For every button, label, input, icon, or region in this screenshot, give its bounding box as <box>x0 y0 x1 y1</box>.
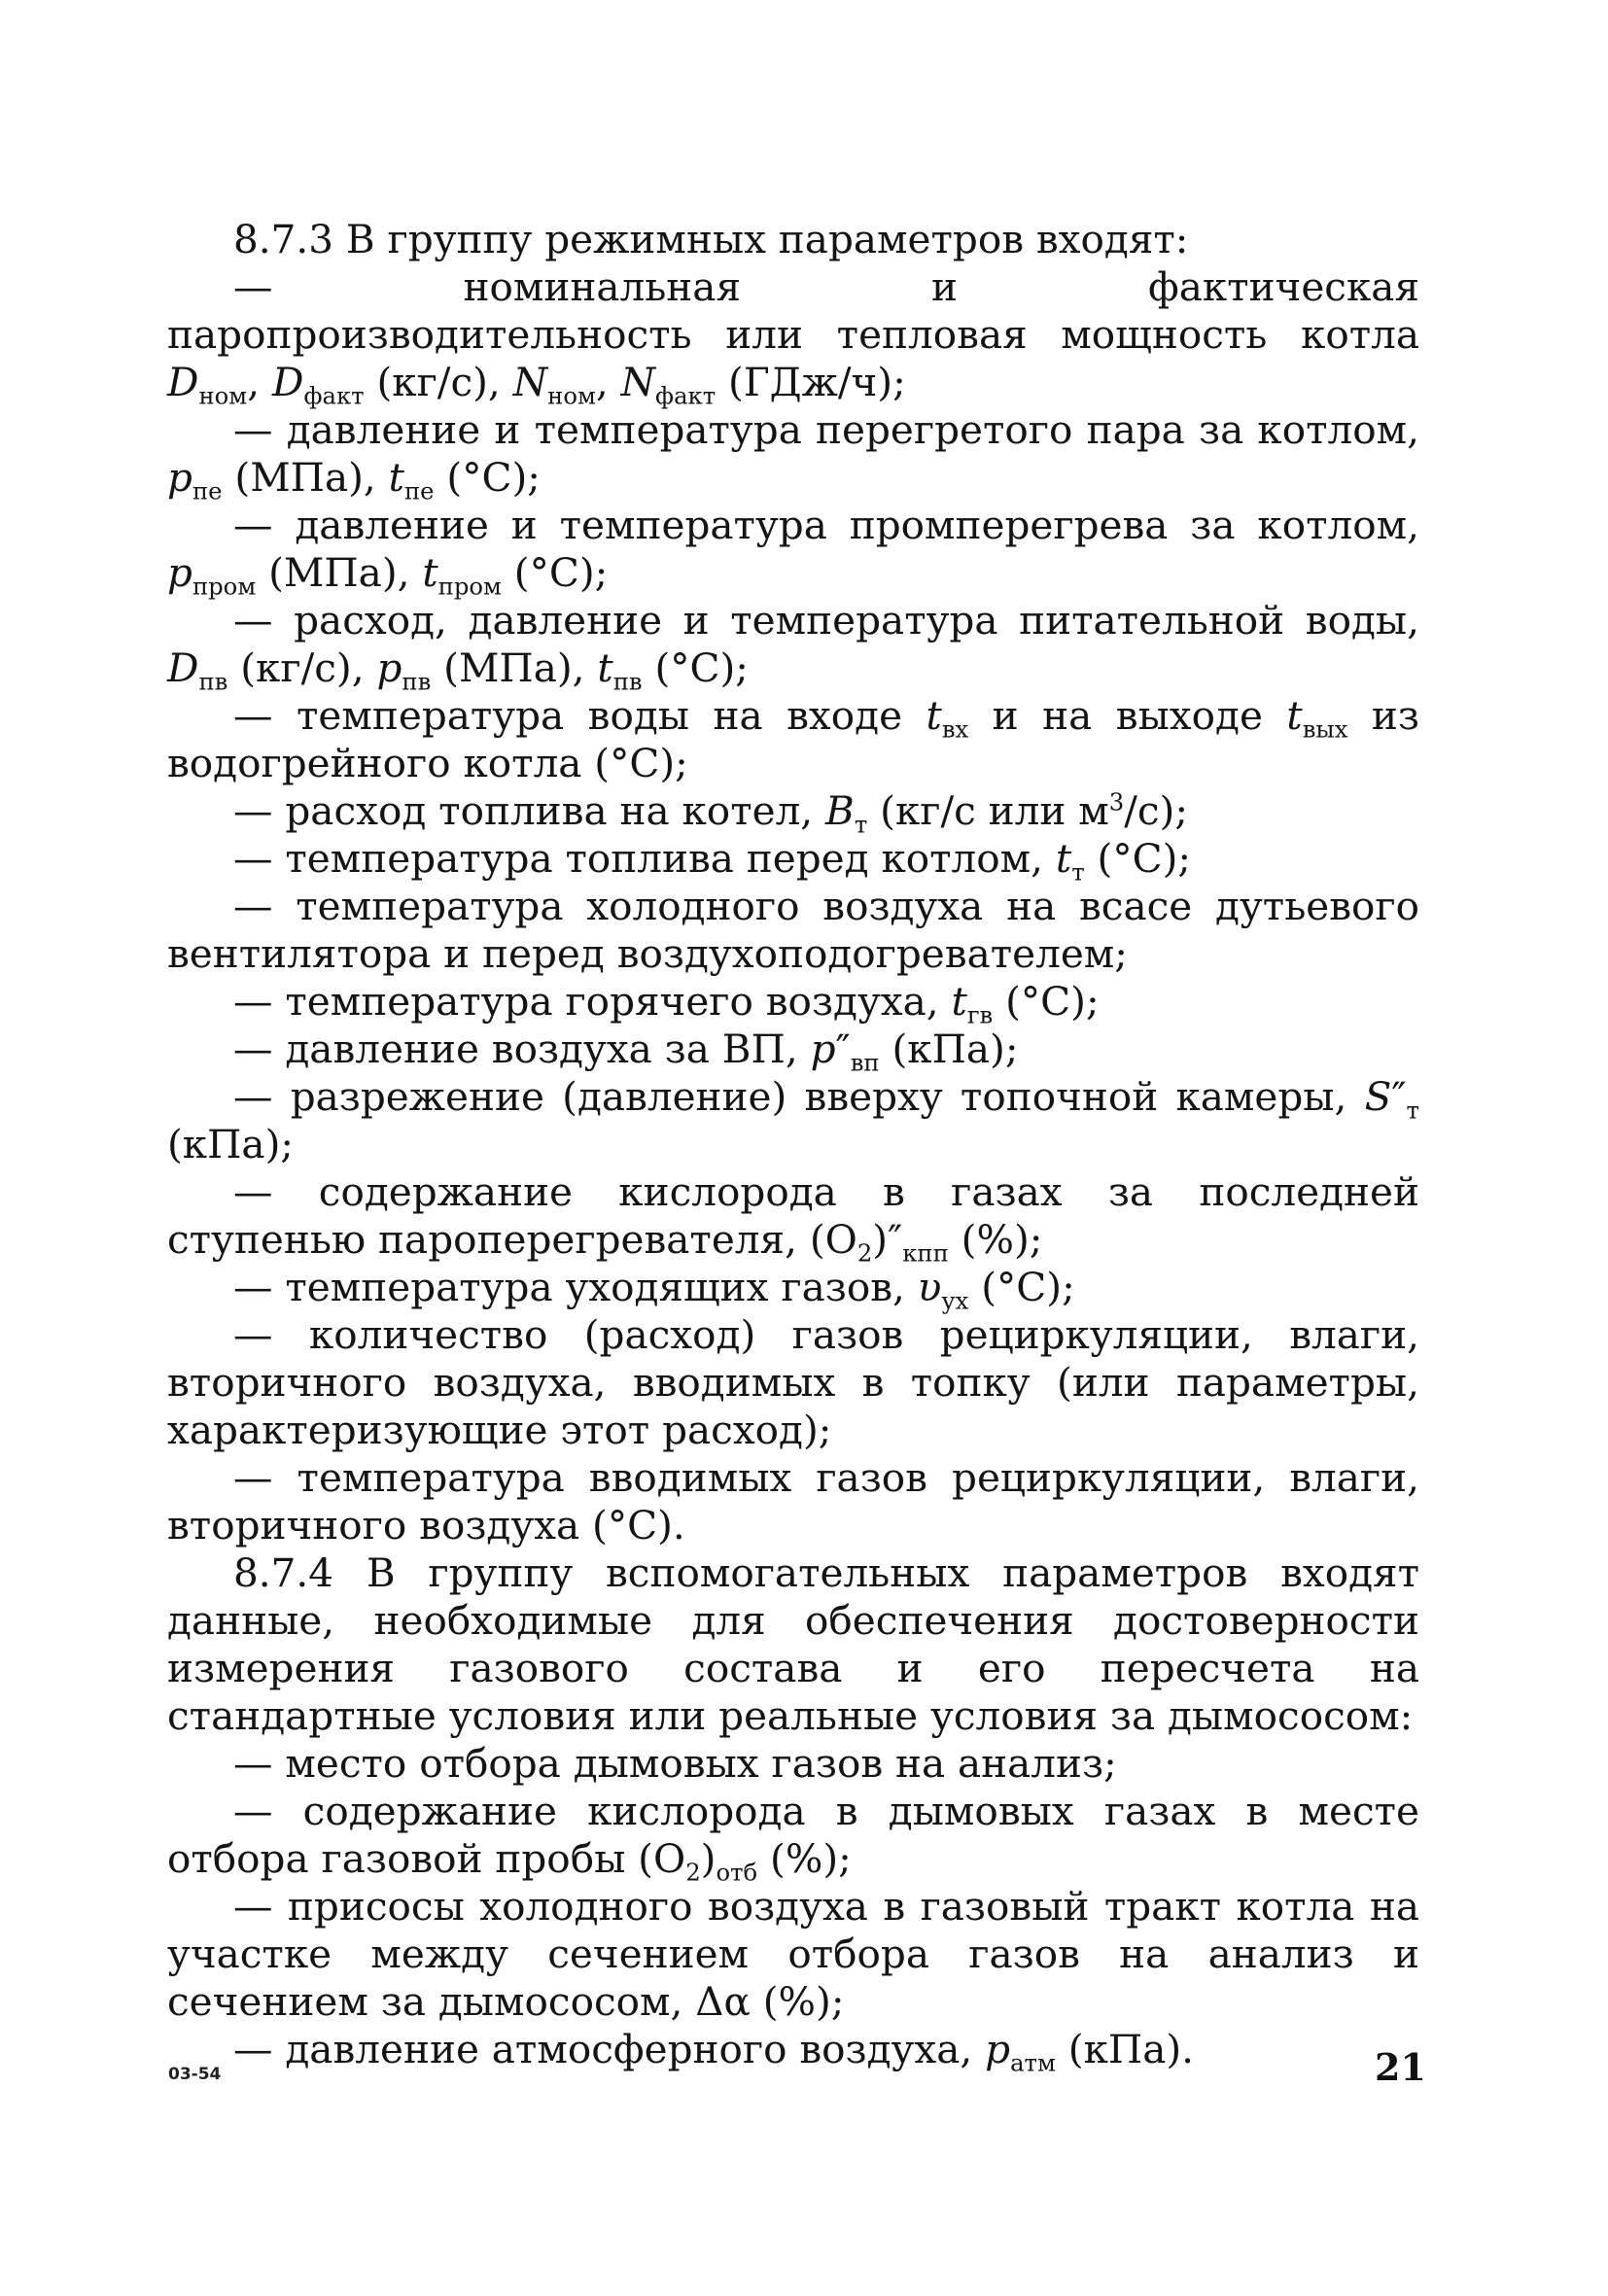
list-item: — давление и температура перегретого пара за котлом, $p_{пе}$ (МПа), $t_{пе}$ (°С); <box>167 406 1420 505</box>
document-code: 03-54 <box>168 2065 222 2084</box>
list-item: — температура горячего воздуха, $t_{гв}$ (°С); <box>233 978 1100 1029</box>
list-item: — содержание кислорода в дымовых газах в месте отбора газовой пробы $(O_2)_{отб}$ (%); <box>167 1788 1419 1887</box>
list-item: — количество (расход) газов рециркуляции, влаги, вторичного воздуха, вводимых в топку (или параметры, характеризующие этот расход); <box>167 1311 1420 1453</box>
list-item: — присосы холодного воздуха в газовый тракт котла на участке между сечением отбора газов на анализ и сечением за дымососом, Δα (%); <box>167 1883 1419 2025</box>
page-number: 21 <box>1375 2045 1426 2089</box>
list-item: — номинальная и фактическая паропроизводительность или тепловая мощность котла $D_{ном}$, $D_{факт}$ (кг/с), $N_{ном}$, $N_{факт}$ (ГДж/ч); <box>167 263 1419 410</box>
list-item: — разрежение (давление) вверху топочной камеры, $S''_т$ (кПа); <box>167 1073 1419 1167</box>
list-item: — содержание кислорода в газах за последней ступенью пароперегревателя, $(O_2)''_{кпп}$ (%); <box>167 1168 1419 1268</box>
list-item: — место отбора дымовых газов на анализ; <box>233 1740 1117 1787</box>
section-heading: 8.7.3 В группу режимных параметров входят: <box>233 216 1189 262</box>
list-item: — давление атмосферного воздуха, $p_{атм}$ (кПа). <box>233 2026 1195 2077</box>
list-item: — расход топлива на котел, $B_т$ (кг/с или $м^3/с$); <box>233 787 1189 839</box>
list-item: — температура холодного воздуха на всасе дутьевого вентилятора и перед воздухоподогревателем; <box>167 883 1419 977</box>
list-item: — температура воды на входе $t_{вх}$ и на выходе $t_{вых}$ из водогрейного котла (°С); <box>167 692 1419 786</box>
list-item: — давление и температура промперегрева за котлом, $p_{пром}$ (МПа), $t_{пром}$ (°С); <box>167 502 1419 601</box>
section-heading: 8.7.4 В группу вспомогательных параметров входят данные, необходимые для обеспечения достоверности измерения газового состава и его пересчета на стандартные условия или реальные условия за дымососом: <box>167 1549 1419 1739</box>
list-item: — температура топлива перед котлом, $t_т$ (°С); <box>233 835 1192 887</box>
list-item: — температура вводимых газов рециркуляции, влаги, вторичного воздуха (°С). <box>167 1454 1420 1548</box>
list-item: — расход, давление и температура питательной воды, $D_{пв}$ (кг/с), $p_{пв}$ (МПа), $t_{пв}$ (°С); <box>167 597 1420 696</box>
list-item: — температура уходящих газов, $\upsilon_{ух}$ (°С); <box>233 1264 1075 1315</box>
list-item: — давление воздуха за ВП, $p''_{вп}$ (кПа); <box>233 1026 1019 1077</box>
